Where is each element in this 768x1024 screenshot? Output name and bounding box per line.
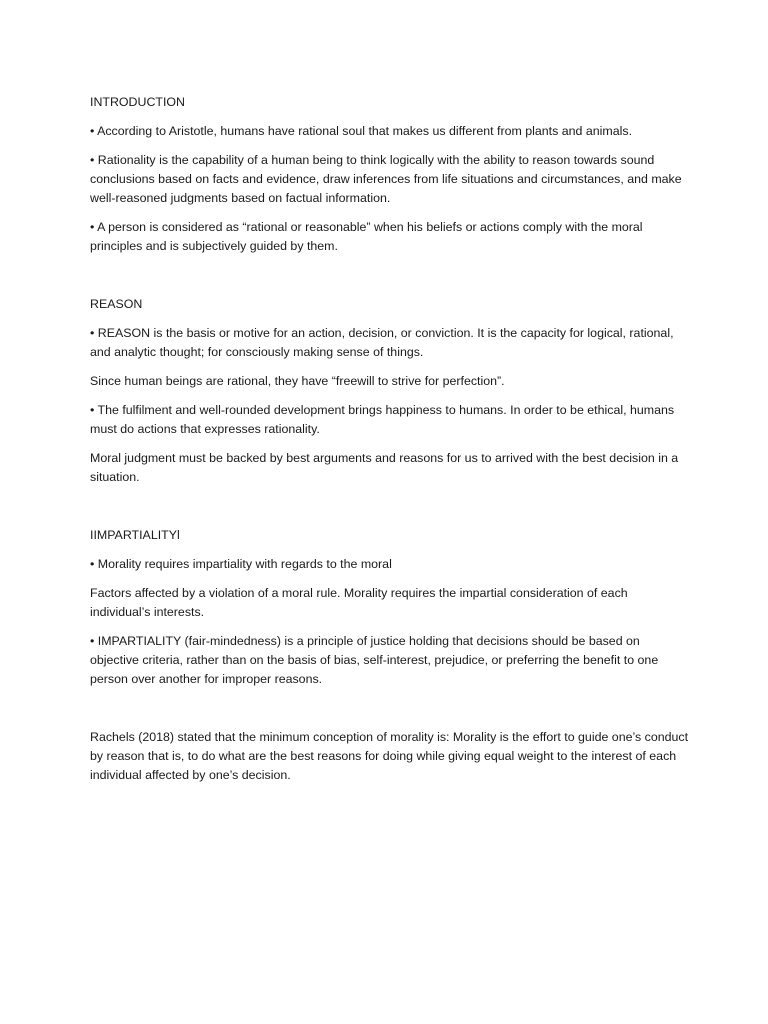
section-heading-reason: REASON — [90, 297, 143, 311]
paragraph: • IMPARTIALITY (fair-mindedness) is a principle of justice holding that decisions should be based on objective criteria, rather than on the basis of bias, self-interest, prejudice, or preferring the benefit to one person over another for improper reasons. — [90, 634, 659, 686]
section-conclusion — [90, 728, 690, 785]
paragraph: Since human beings are rational, they have “freewill to strive for perfection”. — [90, 374, 505, 388]
paragraph: • Morality requires impartiality with regards to the moral — [90, 557, 392, 571]
section-spacer — [90, 699, 690, 728]
section-impartiality — [90, 526, 690, 689]
paragraph: • Rationality is the capability of a human being to think logically with the ability to reason towards sound conclusions based on facts and evidence, draw inferences from life situations and circumstances, and make well-reasoned judgments based on factual information. — [90, 153, 682, 205]
paragraph: Rachels (2018) stated that the minimum conception of morality is: Morality is the effort to guide one’s conduct by reason that is, to do what are the best reasons for doing while giving equal weight to the interest of each individual affected by one’s decision. — [90, 730, 689, 782]
paragraph: Factors affected by a violation of a moral rule. Morality requires the impartial consideration of each individual’s interests. — [90, 586, 628, 619]
section-introduction — [90, 93, 690, 256]
paragraph: • The fulfilment and well-rounded development brings happiness to humans. In order to be ethical, humans must do actions that expresses rationality. — [90, 403, 675, 436]
paragraph: • A person is considered as “rational or reasonable” when his beliefs or actions comply with the moral principles and is subjectively guided by them. — [90, 220, 643, 253]
section-spacer — [90, 266, 690, 295]
section-heading-impartiality: IIMPARTIALITYl — [90, 528, 180, 542]
section-reason — [90, 295, 690, 487]
document-page — [90, 93, 690, 795]
paragraph: • According to Aristotle, humans have rational soul that makes us different from plants and animals. — [90, 124, 633, 138]
section-spacer — [90, 497, 690, 526]
paragraph: • REASON is the basis or motive for an action, decision, or conviction. It is the capacity for logical, rational, and analytic thought; for consciously making sense of things. — [90, 326, 674, 359]
section-heading-introduction: INTRODUCTION — [90, 95, 185, 109]
paragraph: Moral judgment must be backed by best arguments and reasons for us to arrived with the best decision in a situation. — [90, 451, 679, 484]
